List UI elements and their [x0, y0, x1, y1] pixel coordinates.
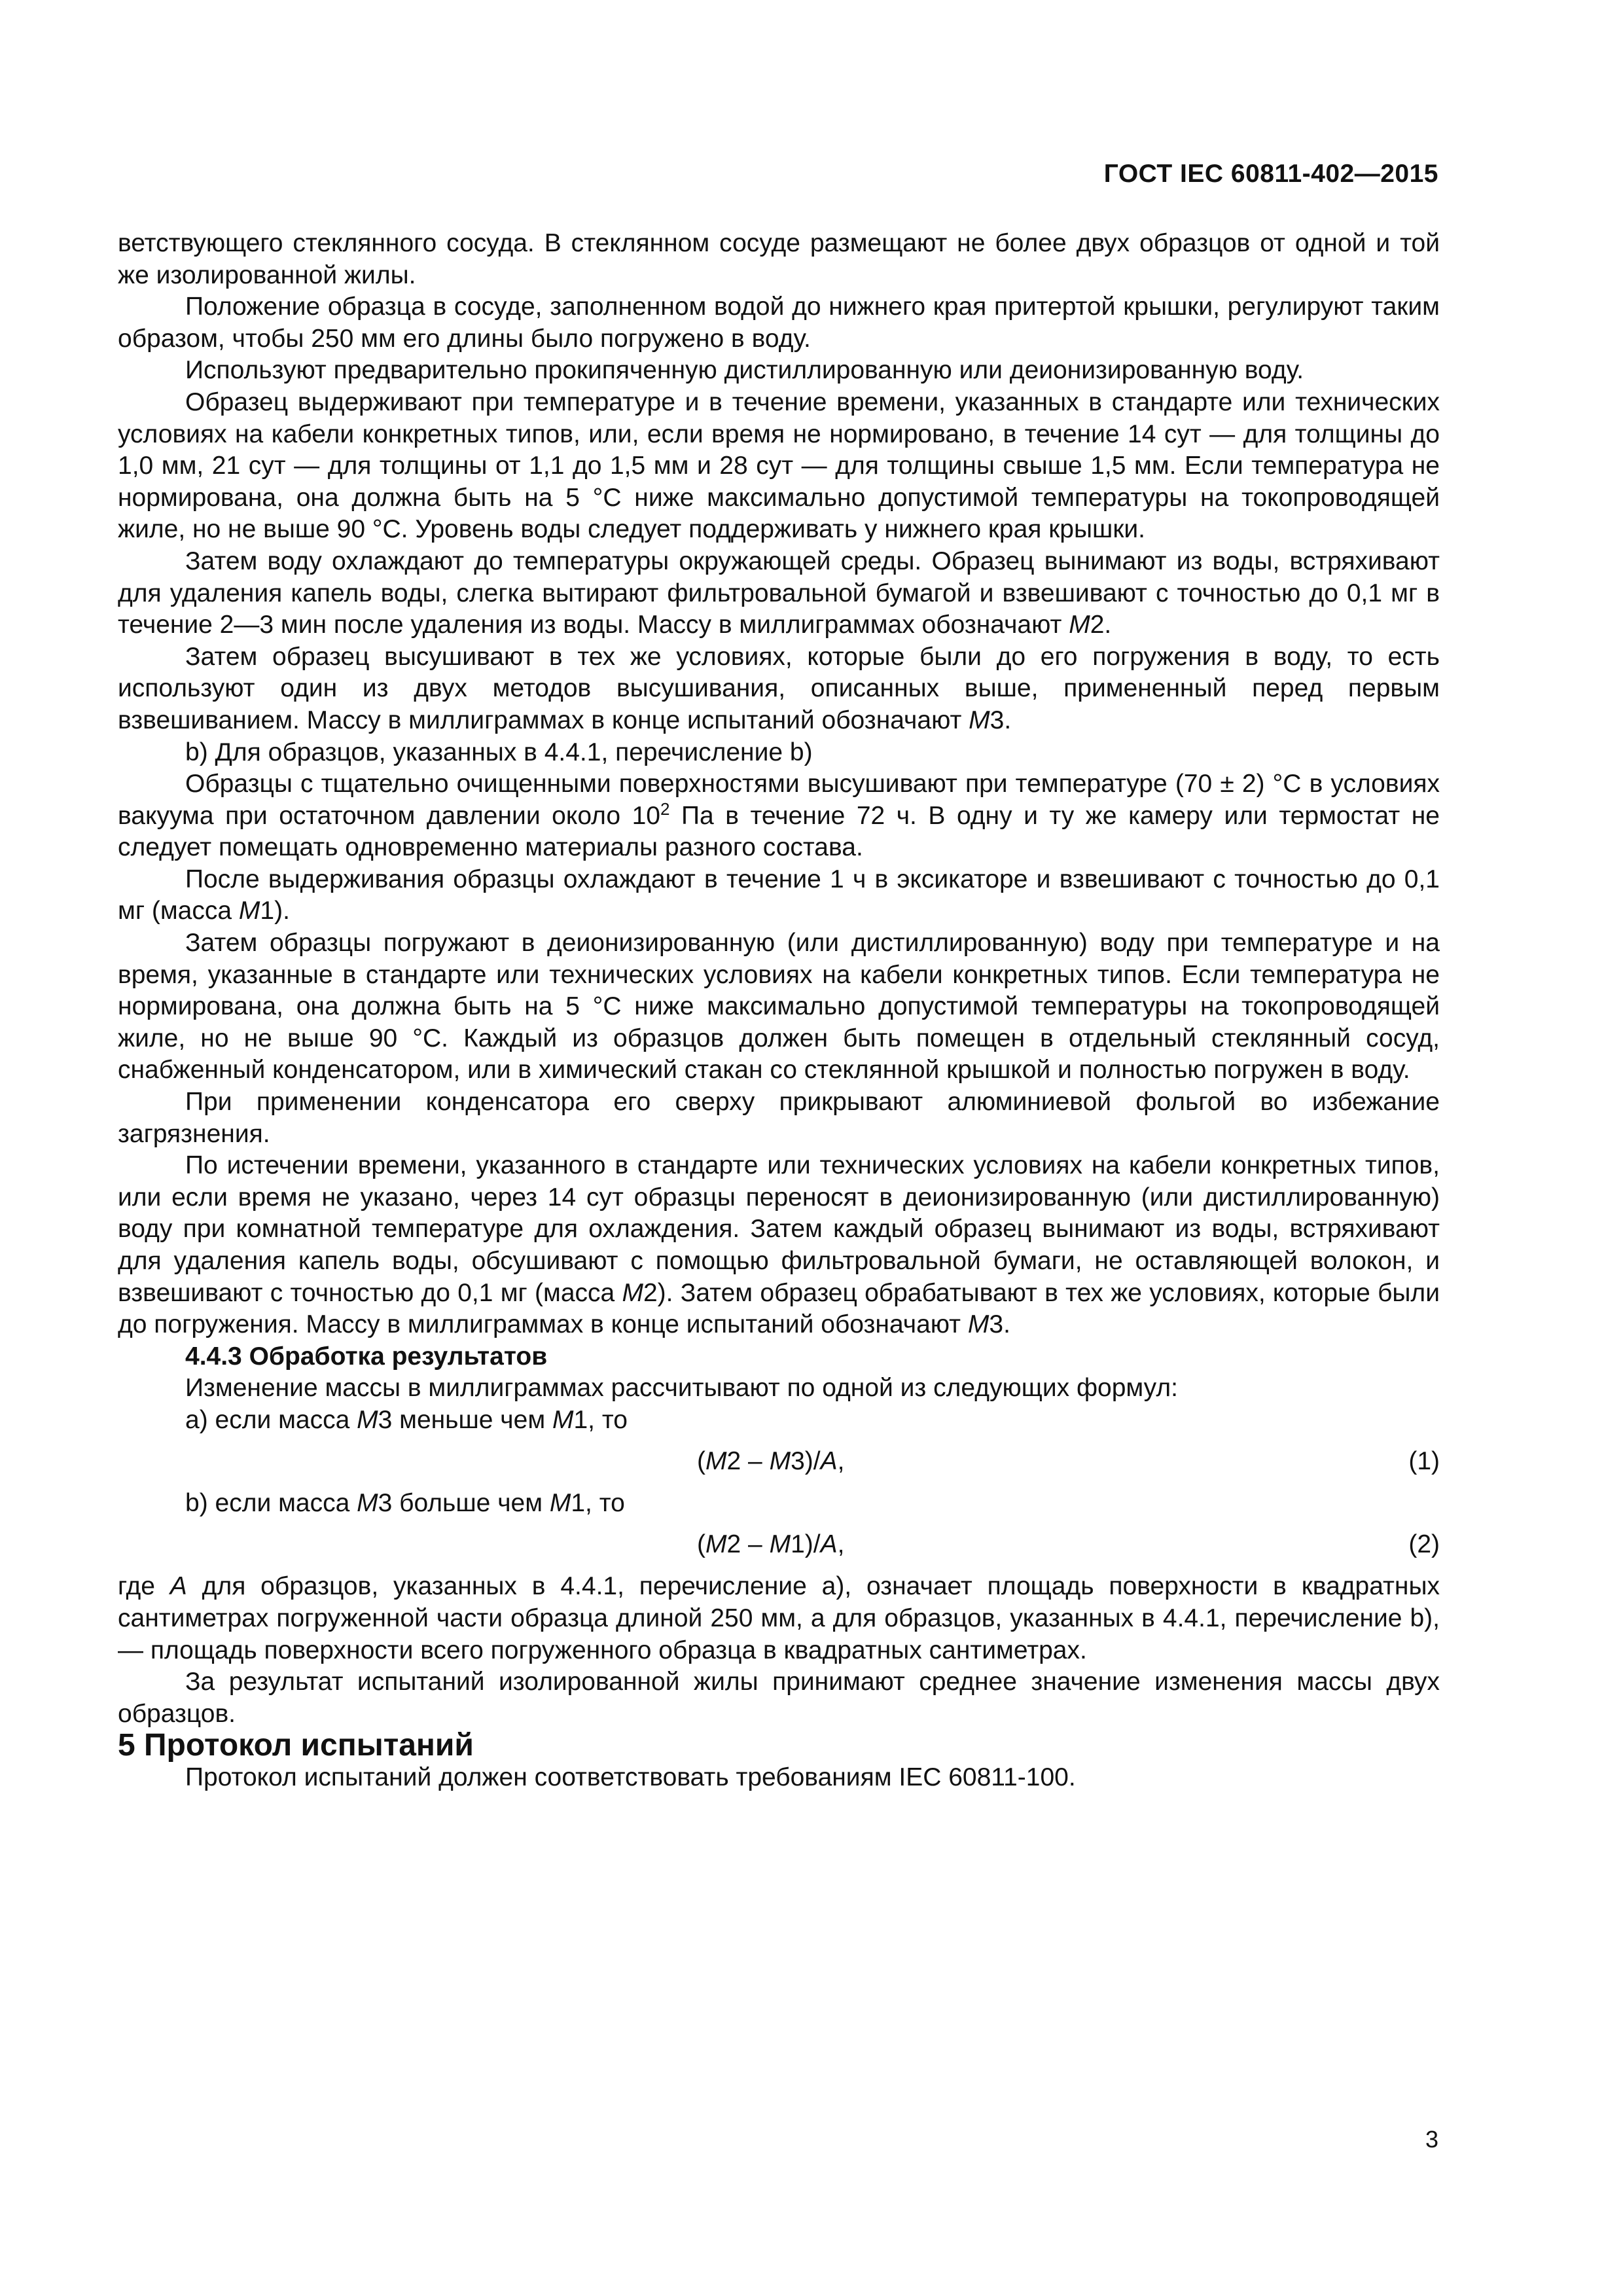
paragraph: ветствующего стеклянного сосуда. В стеклянном сосуде размещают не более двух образцов от одной и той же изолированной жилы.: [118, 229, 1440, 289]
list-item-b: b) Для образцов, указанных в 4.4.1, перечисление b): [185, 738, 813, 766]
page-number: 3: [1425, 2126, 1438, 2153]
formula-1: [118, 1446, 1440, 1478]
paragraph: Положение образца в сосуде, заполненном водой до нижнего края притертой крышки, регулируют таким образом, чтобы 250 мм его длины было погружено в воду.: [118, 293, 1440, 353]
formula-expression: (M2 – M3)/A,: [697, 1446, 845, 1475]
paragraph: Изменение массы в миллиграммах рассчитывают по одной из следующих формул:: [185, 1374, 1178, 1403]
paragraph: За результат испытаний изолированной жилы принимают среднее значение изменения массы двух образцов.: [118, 1668, 1440, 1728]
formula-number: (2): [1408, 1530, 1440, 1558]
chapter-heading: 5 Протокол испытаний: [118, 1728, 474, 1763]
formula-expression: (M2 – M1)/A,: [697, 1530, 845, 1558]
list-item-a: а) если масса М3 меньше чем М1, то: [185, 1405, 628, 1434]
paragraph: По истечении времени, указанного в стандарте или технических условиях на кабели конкретных типов, или если время не указано, через 14 сут образцы переносят в деионизированную (или дистиллированную) воду при комнатной температуре для охлаждения. Затем каждый образец вынимают из воды, встряхивают для удаления капель воды, обсушивают с помощью фильтровальной бумаги, не оставляющей волокон, и взвешивают с точностью до 0,1 мг (масса М2). Затем образец обрабатывают в тех же условиях, которые были до погружения. Массу в миллиграммах в конце испытаний обозначают М3.: [118, 1151, 1440, 1339]
body-text: [118, 228, 1440, 1794]
paragraph: Образец выдерживают при температуре и в течение времени, указанных в стандарте или технических условиях на кабели конкретных типов, или, если время не нормировано, в течение 14 сут — для толщины до 1,0 мм, 21 сут — для толщины от 1,1 до 1,5 мм и 28 сут — для толщины свыше 1,5 мм. Если температура не нормирована, она должна быть на 5 °С ниже максимально допустимой температуры на токопроводящей жиле, но не выше 90 °С. Уровень воды следует поддерживать у нижнего края крышки.: [118, 387, 1440, 544]
paragraph: При применении конденсатора его сверху прикрывают алюминиевой фольгой во избежание загрязнения.: [118, 1088, 1440, 1148]
standard-code-header: ГОСТ IEC 60811-402—2015: [1103, 160, 1438, 188]
paragraph: Протокол испытаний должен соответствовать требованиям IEC 60811-100.: [185, 1763, 1076, 1791]
paragraph: где А для образцов, указанных в 4.4.1, перечисление а), означает площадь поверхности в квадратных сантиметрах погруженной части образца длиной 250 мм, а для образцов, указанных в 4.4.1, перечисление b), — площадь поверхности всего погруженного образца в квадратных сантиметрах.: [118, 1572, 1440, 1664]
paragraph: Затем образцы погружают в деионизированную (или дистиллированную) воду при температуре и на время, указанные в стандарте или технических условиях на кабели конкретных типов. Если температура не нормирована, она должна быть на 5 °С ниже максимально допустимой температуры на токопроводящей жиле, но не выше 90 °С. Каждый из образцов должен быть помещен в отдельный стеклянный сосуд, снабженный конденсатором, или в химический стакан со стеклянной крышкой и полностью погружен в воду.: [118, 929, 1440, 1085]
paragraph: Используют предварительно прокипяченную дистиллированную или деионизированную воду.: [185, 356, 1304, 385]
formula-number: (1): [1408, 1446, 1440, 1475]
section-heading: 4.4.3 Обработка результатов: [185, 1342, 548, 1371]
paragraph: Затем образец высушивают в тех же условиях, которые были до его погружения в воду, то есть используют один из двух методов высушивания, описанных выше, примененный перед первым взвешиванием. Массу в миллиграммах в конце испытаний обозначают М3.: [118, 642, 1440, 734]
paragraph: Затем воду охлаждают до температуры окружающей среды. Образец вынимают из воды, встряхивают для удаления капель воды, слегка вытирают фильтровальной бумагой и взвешивают с точностью до 0,1 мг в течение 2—3 мин после удаления из воды. Массу в миллиграммах обозначают М2.: [118, 547, 1440, 639]
formula-2: [118, 1529, 1440, 1561]
paragraph: После выдерживания образцы охлаждают в течение 1 ч в эксикаторе и взвешивают с точностью до 0,1 мг (масса М1).: [118, 865, 1440, 925]
list-item-b: b) если масса М3 больше чем М1, то: [185, 1489, 625, 1518]
paragraph: Образцы с тщательно очищенными поверхностями высушивают при температуре (70 ± 2) °С в условиях вакуума при остаточном давлении около $10^2$ Па в течение 72 ч. В одну и ту же камеру или термостат не следует помещать одновременно материалы разного состава.: [118, 770, 1440, 862]
